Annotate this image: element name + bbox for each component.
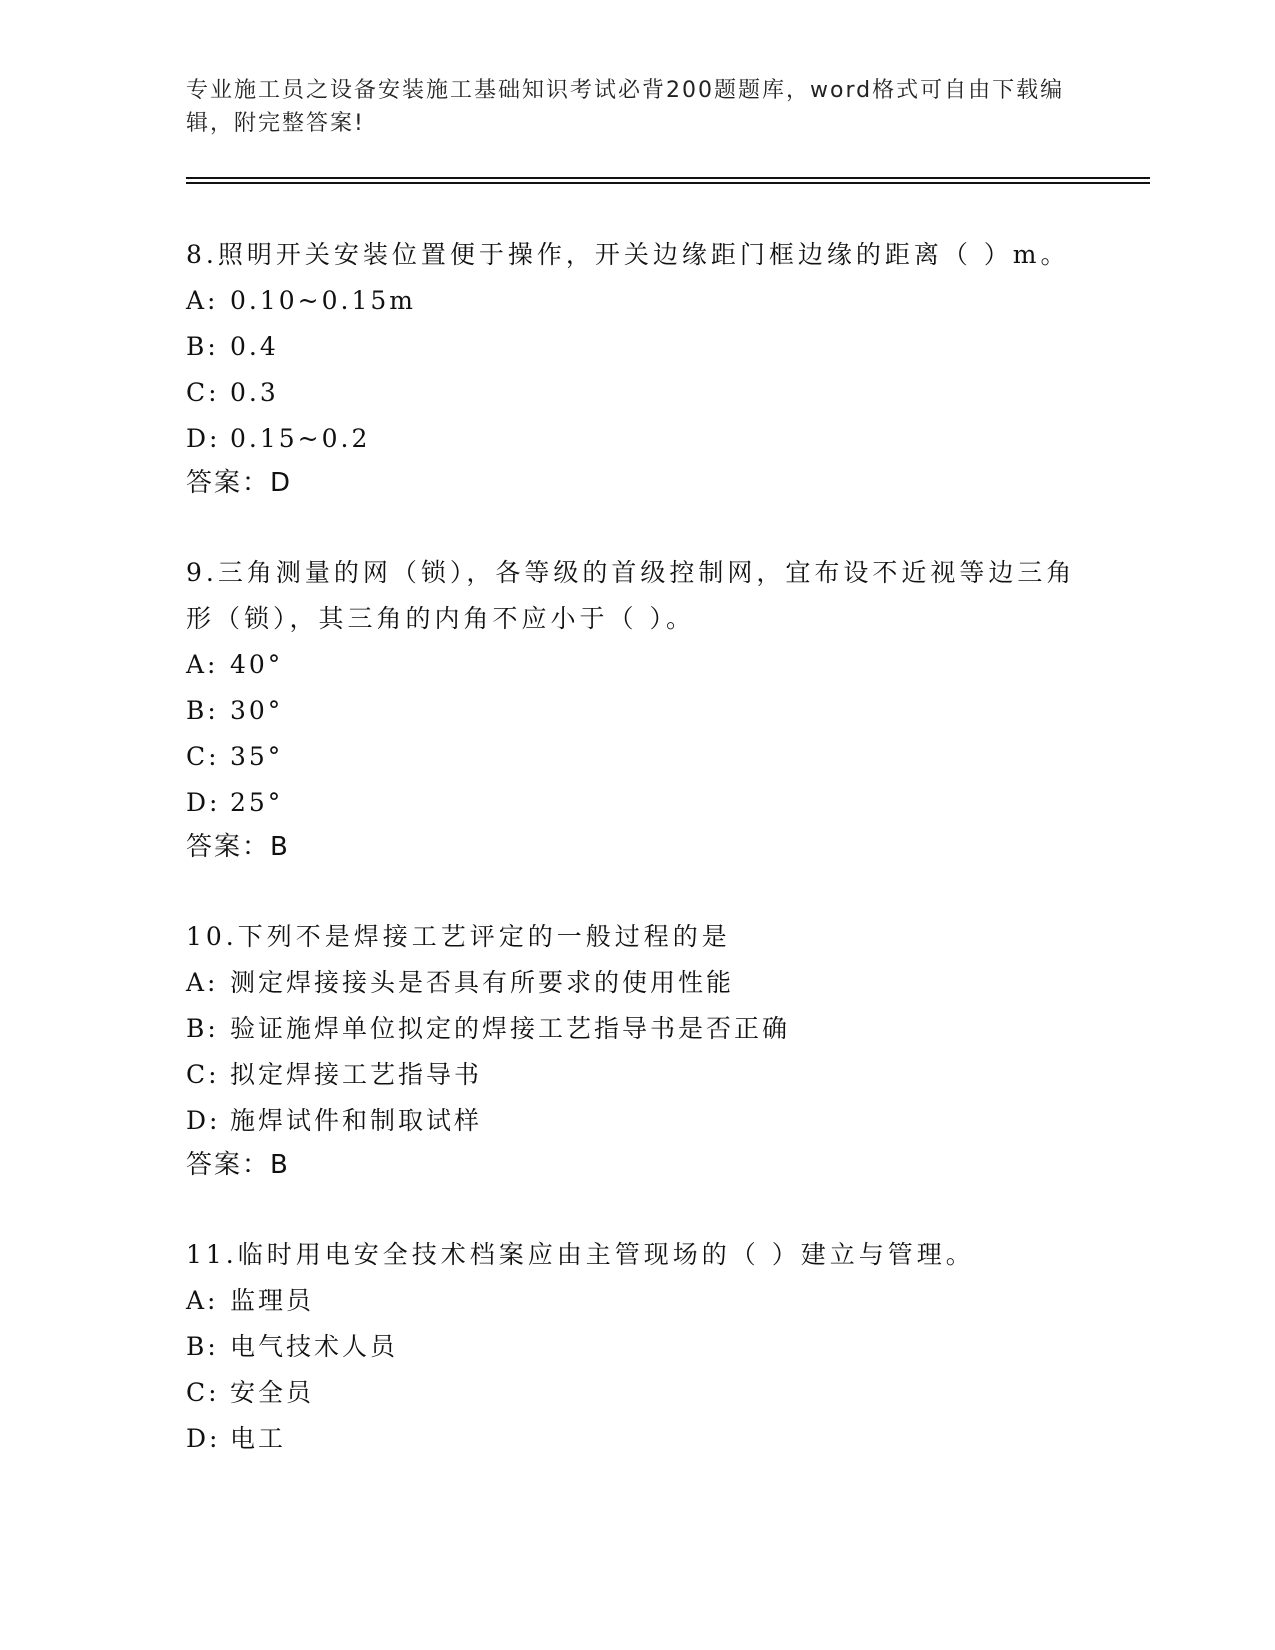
option-text: 验证施焊单位拟定的焊接工艺指导书是否正确 <box>230 1014 791 1043</box>
question-text: 9.三角测量的网（锁），各等级的首级控制网，宜布设不近视等边三角形（锁），其三角的内角不应小于（ ）。 <box>186 558 1076 633</box>
option-a <box>186 278 1086 324</box>
option-key: D: <box>186 424 221 453</box>
option-a <box>186 642 1086 688</box>
option-text: 安全员 <box>230 1378 315 1407</box>
option-text: 拟定焊接工艺指导书 <box>230 1060 483 1089</box>
option-key: A: <box>186 968 219 997</box>
question-text: 10.下列不是焊接工艺评定的一般过程的是 <box>186 922 731 951</box>
answer-line: 答案：D <box>186 468 293 498</box>
option-b <box>186 688 1086 734</box>
option-text: 30° <box>230 696 284 725</box>
option-text: 测定焊接接头是否具有所要求的使用性能 <box>230 968 735 997</box>
option-b <box>186 1006 1086 1052</box>
option-key: B: <box>186 1332 219 1361</box>
option-key: B: <box>186 696 219 725</box>
option-d <box>186 780 1086 826</box>
option-text: 电工 <box>230 1424 287 1453</box>
option-text: 40° <box>230 650 284 679</box>
option-text: 0.15~0.2 <box>230 424 371 453</box>
question-11 <box>186 1232 1086 1462</box>
option-key: C: <box>186 1378 220 1407</box>
question-9 <box>186 550 1086 868</box>
header-divider-top <box>186 177 1150 179</box>
question-text: 8.照明开关安装位置便于操作，开关边缘距门框边缘的距离（ ）m。 <box>186 240 1070 269</box>
option-key: D: <box>186 1424 221 1453</box>
question-10 <box>186 914 1086 1186</box>
option-text: 0.4 <box>230 332 279 361</box>
option-b <box>186 324 1086 370</box>
question-list <box>186 232 1086 1508</box>
option-d <box>186 416 1086 462</box>
option-key: B: <box>186 332 219 361</box>
option-key: A: <box>186 650 219 679</box>
option-c <box>186 1052 1086 1098</box>
option-key: D: <box>186 788 221 817</box>
option-text: 电气技术人员 <box>230 1332 399 1361</box>
document-header: 专业施工员之设备安装施工基础知识考试必背200题题库，word格式可自由下载编辑，附完整答案! <box>186 78 1065 136</box>
answer-line: 答案：B <box>186 832 290 862</box>
option-key: B: <box>186 1014 219 1043</box>
option-key: D: <box>186 1106 221 1135</box>
option-text: 0.3 <box>230 378 279 407</box>
option-c <box>186 370 1086 416</box>
option-key: C: <box>186 1060 220 1089</box>
option-c <box>186 734 1086 780</box>
option-text: 施焊试件和制取试样 <box>230 1106 483 1135</box>
option-d <box>186 1416 1086 1462</box>
option-key: A: <box>186 286 219 315</box>
option-text: 35° <box>230 742 284 771</box>
option-text: 监理员 <box>230 1286 315 1315</box>
option-key: A: <box>186 1286 219 1315</box>
option-a <box>186 960 1086 1006</box>
question-text: 11.临时用电安全技术档案应由主管现场的（ ）建立与管理。 <box>186 1240 975 1269</box>
option-text: 0.10~0.15m <box>230 286 416 315</box>
question-8 <box>186 232 1086 504</box>
option-key: C: <box>186 378 220 407</box>
option-d <box>186 1098 1086 1144</box>
option-b <box>186 1324 1086 1370</box>
option-c <box>186 1370 1086 1416</box>
answer-line: 答案：B <box>186 1150 290 1180</box>
option-text: 25° <box>230 788 284 817</box>
option-a <box>186 1278 1086 1324</box>
header-divider-bottom <box>186 182 1150 184</box>
option-key: C: <box>186 742 220 771</box>
